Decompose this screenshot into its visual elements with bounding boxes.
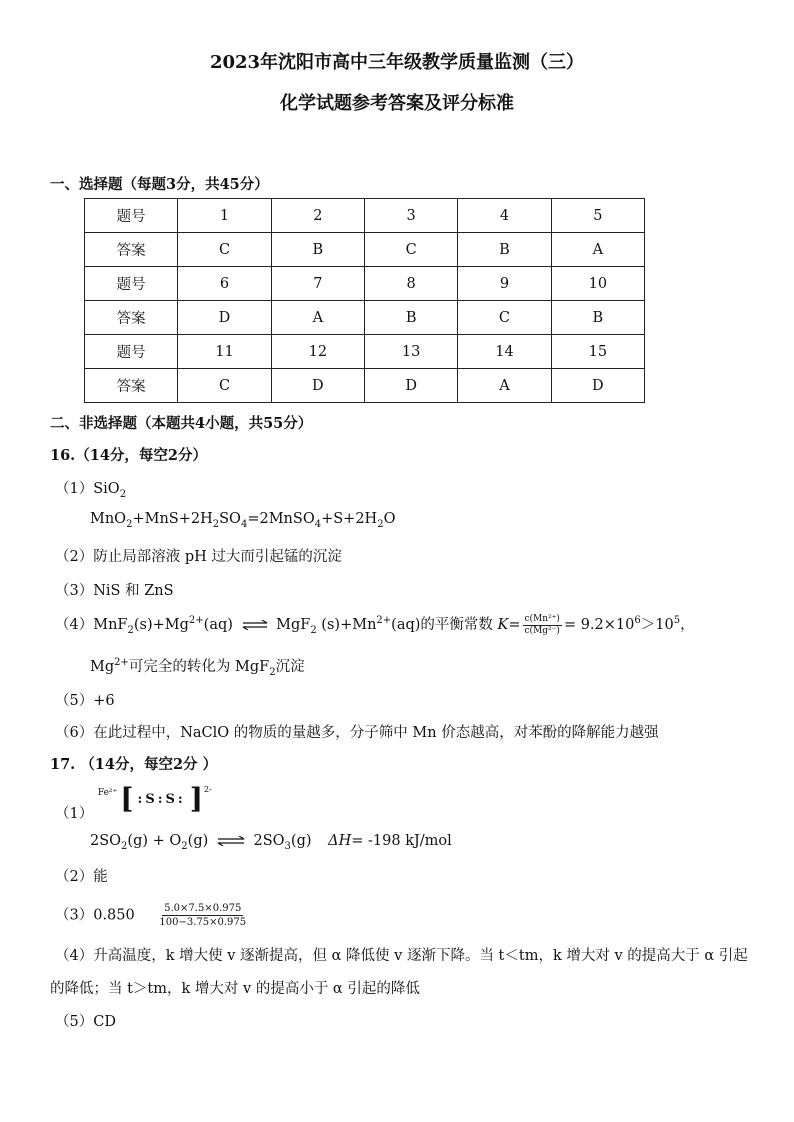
equilibrium-constant-fraction: $\frac{\text{c(Mn²⁺)}}{\text{c(Mg²⁻)}}$ xyxy=(524,613,560,636)
q16-a1-sub: 2 xyxy=(119,488,127,500)
q16-a1-formula: SiO xyxy=(93,481,120,497)
answer-cell: C xyxy=(458,301,551,335)
question-number-cell: 12 xyxy=(271,335,364,369)
q17-equation-1: $2SO_2(g) + O_2(g)$ $2SO_3(g)$ ΔH= -198 kJ/mol xyxy=(90,833,452,852)
answer-cell: D xyxy=(364,369,457,403)
question-number-cell: 15 xyxy=(551,335,644,369)
question-number-cell: 8 xyxy=(364,267,457,301)
q17-a1-label: （1） xyxy=(55,806,94,822)
q16-answer-4-line2: $Mg^{2+}$可完全的转化为 MgF$_2$沉淀 xyxy=(90,657,305,678)
answer-row-label: 答案 xyxy=(85,301,178,335)
table-row xyxy=(85,199,645,233)
answer-cell: B xyxy=(364,301,457,335)
question-number-cell: 10 xyxy=(551,267,644,301)
q16-answer-2: （2）防止局部溶液 pH 过大而引起锰的沉淀 xyxy=(55,549,342,565)
q16-answer-4: $(4)MnF_2(s)+Mg^{2+}(aq)$ MgF$_2$ $(s)+Mn^{2+}(aq)$的平衡常数 K= $\frac{\text{c(Mn²⁺)}}{\text{c(Mg²⁻)}}$ = $9.2\times 10^6>10^5$， xyxy=(55,613,695,636)
answer-row-label: 答案 xyxy=(85,369,178,403)
q17-answer-1 xyxy=(55,782,212,822)
q16-a1-label: （1） xyxy=(55,481,94,497)
q16-answer-5: （5）+6 xyxy=(55,693,115,709)
question-number-cell: 2 xyxy=(271,199,364,233)
q17-answer-4-line2: 的降低；当 t＞tm，k 增大对 v 的提高小于 α 引起的降低 xyxy=(50,981,420,997)
q16-answer-6: （6）在此过程中，NaClO 的物质的量越多，分子筛中 Mn 价态越高，对苯酚的降解能力越强 xyxy=(55,725,659,741)
table-row xyxy=(85,369,645,403)
question-number-cell: 9 xyxy=(458,267,551,301)
q16-heading: 16.（14分，每空2分） xyxy=(50,447,207,464)
question-number-row-label: 题号 xyxy=(85,199,178,233)
answer-cell: C xyxy=(178,233,271,267)
question-number-cell: 11 xyxy=(178,335,271,369)
lewis-cation: Fe²⁺ xyxy=(97,788,118,798)
q16-answer-1 xyxy=(55,477,126,498)
answer-cell: D xyxy=(178,301,271,335)
answer-row-label: 答案 xyxy=(85,233,178,267)
question-number-row-label: 题号 xyxy=(85,267,178,301)
q17-answer-4-line1: （4）升高温度，k 增大使 v 逐渐提高，但 α 降低使 v 逐渐下降。当 t＜tm，k 增大对 v 的提高大于 α 引起 xyxy=(55,948,748,964)
table-row xyxy=(85,233,645,267)
answer-cell: A xyxy=(271,301,364,335)
lewis-charge: 2- xyxy=(203,784,212,794)
answer-cell: B xyxy=(271,233,364,267)
question-number-cell: 3 xyxy=(364,199,457,233)
conversion-fraction: $\frac{5.0\times 7.5\times 0.975}{100-3.75\times 0.975}$ xyxy=(159,903,247,928)
answer-cell: D xyxy=(271,369,364,403)
q17-answer-3 xyxy=(55,902,250,929)
q17-a3-value: （3）0.850 xyxy=(55,907,135,924)
question-number-cell: 1 xyxy=(178,199,271,233)
question-number-cell: 7 xyxy=(271,267,364,301)
answer-cell: C xyxy=(178,369,271,403)
table-row xyxy=(85,335,645,369)
answer-cell: B xyxy=(458,233,551,267)
question-number-cell: 13 xyxy=(364,335,457,369)
q16-answer-3: （3）NiS 和 ZnS xyxy=(55,583,174,599)
section2-heading: 二、非选择题（本题共4小题，共55分） xyxy=(50,415,313,432)
page-title: 2023年沈阳市高中三年级教学质量监测（三） xyxy=(209,52,585,73)
q17-answer-5: （5）CD xyxy=(55,1014,116,1030)
page-subtitle: 化学试题参考答案及评分标准 xyxy=(280,93,514,114)
q16-equation-1: $MnO_2+MnS+2H_2SO_4=2MnSO_4+S+2H_2O$ xyxy=(90,511,396,530)
question-number-cell: 5 xyxy=(551,199,644,233)
lewis-core: :S:S: xyxy=(137,791,186,807)
question-number-cell: 14 xyxy=(458,335,551,369)
question-number-row-label: 题号 xyxy=(85,335,178,369)
q17-answer-2: （2）能 xyxy=(55,869,108,885)
q17-heading: 17. （14分，每空2分 ） xyxy=(50,756,218,773)
answer-cell: A xyxy=(458,369,551,403)
question-number-cell: 4 xyxy=(458,199,551,233)
section1-heading: 一、选择题（每题3分，共45分） xyxy=(50,176,269,193)
equilibrium-arrow-icon xyxy=(217,836,245,846)
table-row xyxy=(85,301,645,335)
answer-cell: A xyxy=(551,233,644,267)
answer-cell: B xyxy=(551,301,644,335)
answer-cell: C xyxy=(364,233,457,267)
equilibrium-arrow-icon xyxy=(242,620,268,630)
question-number-cell: 6 xyxy=(178,267,271,301)
fes2-lewis-structure: Fe²⁺ [ :S:S: ] 2- xyxy=(97,782,212,815)
answer-cell: D xyxy=(551,369,644,403)
answer-table xyxy=(84,198,645,403)
table-row xyxy=(85,267,645,301)
